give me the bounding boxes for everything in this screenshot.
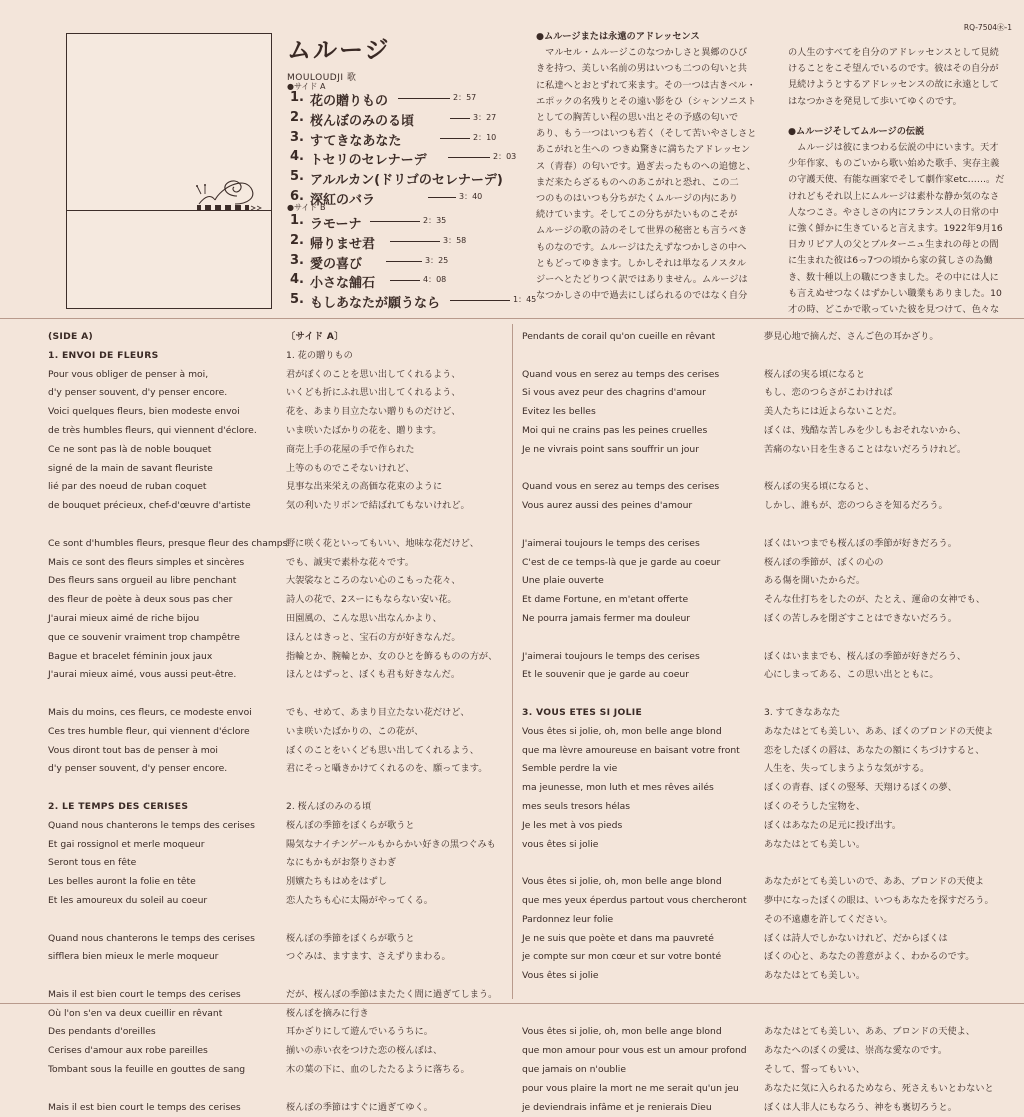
text-line: Quand nous chanterons le temps des cerises xyxy=(48,932,255,944)
text-line: Moi qui ne crains pas les peines cruelles xyxy=(522,424,708,436)
text-line: Pardonnez leur folie xyxy=(522,913,614,925)
text-line: きを持つ、美しい名前の男はいつも二つの匂いと共 xyxy=(536,63,747,75)
track-duration: 3：40 xyxy=(459,192,483,201)
blank-line xyxy=(522,347,747,366)
blank-line xyxy=(286,685,497,704)
text-line: 揃いの赤い衣をつけた恋の桜んぼは、 xyxy=(286,1045,443,1057)
text-line: そんな仕打ちをしたのが、たとえ、運命の女神でも、 xyxy=(764,594,986,606)
text-line: d'y penser souvent, d'y penser encore. xyxy=(48,387,228,399)
text-line: ス（青春）の匂いです。過ぎ去ったものへの追憶と、 xyxy=(536,160,756,172)
text-line: き、数十種以上の職につきました。その中には人に xyxy=(788,271,999,283)
text-line: ムルージの歌の詩のそして世界の秘密とも言うべき xyxy=(536,225,748,237)
text-line: signé de la main de savant fleuriste xyxy=(48,462,213,474)
text-line: けることをこそ望んでいるのです。彼はその自分が xyxy=(788,63,999,75)
text-line: 君にそっと囁きかけてくれるのを、願ってます。 xyxy=(286,763,488,775)
track-row xyxy=(290,213,530,231)
track-leader-line xyxy=(448,157,490,158)
text-line: Vous êtes si jolie, oh, mon belle ange blond xyxy=(522,876,722,888)
text-line: vous êtes si jolie xyxy=(522,838,599,850)
text-line: 耳かざりにして遊んでいるうちに。 xyxy=(286,1026,433,1038)
text-line: ぼくはいままでも、桜んぼの季節が好きだろう、 xyxy=(764,650,967,662)
track-title: もしあなたが願うなら xyxy=(310,296,441,312)
text-line: あなたはとても美しい。 xyxy=(764,970,866,982)
blank-line xyxy=(286,516,497,535)
text-line: que jamais on n'oublie xyxy=(522,1064,626,1076)
text-line: としての胸苦しい程の思い出とその予感の匂いで xyxy=(536,112,739,124)
track-row xyxy=(290,189,530,207)
catalog-number: RQ-7504㊍-1 xyxy=(963,23,1012,32)
track-number: 4. xyxy=(290,149,304,165)
text-line: 見続けようとするアドレッセンスの故に永遠として xyxy=(788,79,999,91)
text-line: ともどってゆきます。しかしそれは単なるノスタル xyxy=(536,257,747,269)
track-duration: 3：27 xyxy=(473,112,497,122)
text-line: なにもかもがお祭りさわぎ xyxy=(286,857,397,869)
track-number: 1. xyxy=(290,90,304,105)
text-line: 見事な出来栄えの高価な花束のように xyxy=(286,481,443,493)
section-divider xyxy=(0,318,1024,319)
essay-right-column xyxy=(788,45,1012,318)
text-line: 続けています。そしてこの分ちがたいものこそが xyxy=(536,209,738,221)
snail-illustration xyxy=(185,174,271,214)
text-line: Je ne suis que poète et dans ma pauvreté xyxy=(522,932,714,944)
text-line: Mais il est bien court le temps des cerises xyxy=(48,988,241,1000)
text-line: も言えぬせつなくはずかしい職業もありました。10 xyxy=(788,287,1002,299)
track-title: 愛の喜び xyxy=(310,256,363,272)
text-line: ぼくの青春、ぼくの竪琴、天翔けるぼくの夢、 xyxy=(764,782,957,794)
lyrics-french-side-a xyxy=(48,328,287,1117)
text-line: C'est de ce temps-là que je garde au coeur xyxy=(522,556,721,568)
text-line: lié par des noeud de ruban coquet xyxy=(48,481,207,493)
text-line: 木の葉の下に、血のしたたるように落ちる。 xyxy=(286,1064,470,1076)
text-line: Des pendants d'oreilles xyxy=(48,1026,156,1038)
blank-line xyxy=(522,460,747,479)
text-line: Et dame Fortune, en m'etant offerte xyxy=(522,594,689,606)
text-line: ほんとはきっと、宝石の方が好きなんだ。 xyxy=(286,631,461,643)
section-heading: 1. ENVOI DE FLEURS xyxy=(48,349,159,361)
text-line: エポックの名残りとその遠い影をひ（シャンソニスト xyxy=(536,95,757,107)
text-line: ぼくの苦しみを閉ざすことはできないだろう。 xyxy=(764,612,957,624)
text-line: に強く鮮かに生きていると言えます。1922年9月16 xyxy=(788,223,1003,235)
track-title: すてきなあなた xyxy=(310,133,402,149)
track-leader-line xyxy=(390,280,420,281)
text-line: Seront tous en fête xyxy=(48,857,137,869)
text-line: 夢見心地で摘んだ、さんご色の耳かざり。 xyxy=(764,331,939,342)
text-line: 1. 花の贈りもの xyxy=(286,349,353,361)
track-number: 4. xyxy=(290,272,304,288)
blank-line xyxy=(48,779,287,798)
track-leader-line xyxy=(398,98,450,99)
text-line: つぐみは、ますます、さえずりまわる。 xyxy=(286,951,451,963)
text-line: 桜んぼの季節をぼくらが歌うと xyxy=(286,932,415,944)
text-line: ぼくは人非人にもなろう、神をも裏切ろうと。 xyxy=(764,1101,957,1113)
blank-line xyxy=(48,685,287,704)
text-line: 桜んぼの実る頃になると、 xyxy=(764,481,875,493)
text-line: de très humbles fleurs, qui viennent d'éclore. xyxy=(48,424,257,436)
text-line: 日カリビア人の父とブルターニュ生まれの母との間 xyxy=(788,239,999,251)
text-line: 夢中になったぼくの眼は、いつもあなたを探すだろう。 xyxy=(764,894,994,906)
text-line: ぼくは詩人でしかないけれど、だからぼくは xyxy=(764,932,948,944)
text-line: 上等のものでこそないけれど、 xyxy=(286,462,415,474)
text-line: d'y penser souvent, d'y penser encore. xyxy=(48,763,228,775)
text-line: 田園風の、こんな思い出なんかより、 xyxy=(286,612,442,624)
blank-line xyxy=(522,1005,747,1024)
text-line: ものなのです。ムルージはたえずなつかしさの中へ xyxy=(536,241,747,253)
text-line: mes seuls tresors hélas xyxy=(522,800,630,812)
track-row xyxy=(290,233,530,251)
text-line: 花を、あまり目立たない贈りものだけど、 xyxy=(286,406,461,418)
blank-line xyxy=(764,460,994,479)
text-line: 少年作家、ものごいから歌い始めた歌手、実存主義 xyxy=(788,158,1000,170)
track-leader-line xyxy=(440,138,470,139)
text-line: ジーへとたどりつく訳ではありません。ムルージは xyxy=(536,274,748,286)
track-title: 帰りませ君 xyxy=(310,236,376,252)
text-line: Vous diront tout bas de penser à moi xyxy=(48,744,218,756)
text-line: Cerises d'amour aux robe pareilles xyxy=(48,1045,208,1057)
text-line: あなたへのぼくの愛は、崇高な愛なのです。 xyxy=(764,1045,948,1057)
text-line: あり、もう一つはいつも若く（そして苦いやさしさと xyxy=(536,128,757,140)
text-line: 陽気なナイチンゲールもからかい好きの黒つぐみも xyxy=(286,838,496,850)
text-line: Vous êtes si jolie xyxy=(522,970,599,982)
text-line: Pour vous obliger de penser à moi, xyxy=(48,368,209,380)
track-row xyxy=(290,292,537,312)
track-row xyxy=(290,110,530,128)
blank-line xyxy=(48,911,287,930)
section-heading: 〔サイド A〕 xyxy=(286,331,344,342)
text-line: もし、恋のつらさがこわければ xyxy=(764,387,893,399)
text-line: pour vous plaire la mort ne me serait qu'un jeu xyxy=(522,1082,739,1094)
blank-line xyxy=(764,854,994,873)
track-row xyxy=(290,169,530,187)
track-title: ラモーナ xyxy=(310,217,362,232)
track-title: 深紅のバラ xyxy=(310,193,376,208)
text-line: Quand vous en serez au temps des cerises xyxy=(522,368,720,380)
text-line: Mais du moins, ces fleurs, ce modeste envoi xyxy=(48,706,252,718)
track-leader-line xyxy=(450,118,470,119)
text-line: 指輪とか、腕輪とか、女のひとを飾るものの方が、 xyxy=(286,650,498,662)
text-line: je deviendrais infâme et je renierais Dieu xyxy=(522,1101,712,1113)
blank-line xyxy=(764,629,994,648)
text-line: Ne pourra jamais fermer ma douleur xyxy=(522,612,691,624)
text-line: はなつかさを発見して歩いてゆくのです。 xyxy=(788,95,962,107)
track-number: 6. xyxy=(290,189,304,204)
text-line: Ce sont d'humbles fleurs, presque fleur des champs xyxy=(48,537,288,549)
text-line: 桜んぼの季節が、ぼくの心の xyxy=(764,556,884,568)
text-line: sifflera bien mieux le merle moqueur xyxy=(48,951,219,963)
text-line: 恋をしたぼくの唇は、あなたの額にくちづけすると、 xyxy=(764,744,985,756)
text-line: なつかしさの中で過去にしばられるのではなく自分 xyxy=(536,290,748,302)
text-line: Où l'on s'en va deux cueillir en rêvant xyxy=(48,1007,223,1019)
text-line: Et le souvenir que je garde au coeur xyxy=(522,669,689,681)
text-line: あなたに気に入られるためなら、死さえもいとわないと xyxy=(764,1082,994,1094)
track-leader-line xyxy=(428,197,456,198)
track-title: トセリのセレナーデ xyxy=(310,153,427,169)
section-heading: ●ムルージそしてムルージの伝説 xyxy=(788,125,925,137)
text-line: J'aimerai toujours le temps des cerises xyxy=(522,650,700,662)
blank-line xyxy=(286,1080,497,1099)
text-line: あこがれと生への つきぬ驚きに満ちたアドレッセン xyxy=(536,144,751,156)
track-number: 2. xyxy=(290,109,304,125)
text-line: que mon amour pour vous est un amour profond xyxy=(522,1045,747,1057)
text-line: 心にしまってある、この思い出とともに。 xyxy=(764,669,939,681)
text-line: je compte sur mon cœur et sur votre bonté xyxy=(522,951,722,963)
blank-line xyxy=(522,516,747,535)
track-title: 小さな舗石 xyxy=(310,276,376,292)
blank-line xyxy=(764,1005,994,1024)
text-line: まだ来たらざるものへのあこがれと恐れ、この二 xyxy=(536,176,739,188)
text-line: ぼくの心と、あなたの善意がよく、わかるのです。 xyxy=(764,951,975,963)
blank-line xyxy=(286,911,497,930)
text-line: いま咲いたばかりの花を、贈ります。 xyxy=(286,424,442,436)
track-duration: 2：03 xyxy=(493,152,517,162)
text-line: 美人たちには近よらないことだ。 xyxy=(764,406,902,418)
track-duration: 2：10 xyxy=(473,132,497,142)
text-line: Des fleurs sans orgueil au libre penchant xyxy=(48,575,237,587)
text-line: Et les amoureux du soleil au coeur xyxy=(48,894,208,906)
text-line: Pendants de corail qu'on cueille en rêvant xyxy=(522,331,716,342)
text-line: あなたはとても美しい、ああ、ぼくのブロンドの天使よ xyxy=(764,725,994,737)
track-title: 花の贈りもの xyxy=(310,94,389,109)
album-art-box xyxy=(66,33,272,309)
text-line: 君がぼくのことを思い出してくれるよう、 xyxy=(286,368,461,380)
text-line: Vous êtes si jolie, oh, mon belle ange blond xyxy=(522,725,722,737)
track-number: 2. xyxy=(290,232,304,248)
track-leader-line xyxy=(450,300,510,301)
lyrics-japanese-side-a xyxy=(286,328,497,1117)
text-line: ぼくのことをいくども思い出してくれるよう、 xyxy=(286,744,479,756)
text-line: ほんとはずっと、ぼくも君も好きなんだ。 xyxy=(286,669,461,681)
text-line: 詩人の花で、2スーにもならない安い花。 xyxy=(286,594,457,606)
text-line: Vous êtes si jolie, oh, mon belle ange blond xyxy=(522,1026,722,1038)
track-leader-line xyxy=(390,241,440,242)
blank-line xyxy=(48,1080,287,1099)
blank-line xyxy=(522,629,747,648)
text-line: J'aurai mieux aimé de riche bijou xyxy=(48,612,200,624)
text-line: Bague et bracelet féminin joux jaux xyxy=(48,650,213,662)
text-line: Ce ne sont pas là de noble bouquet xyxy=(48,443,212,455)
track-number: 3. xyxy=(290,252,304,268)
text-line: その不遠慮を許してください。 xyxy=(764,913,893,925)
text-line: でも、せめて、あまり目立たない花だけど、 xyxy=(286,706,470,718)
text-line: des fleur de poète à deux sous pas cher xyxy=(48,594,233,606)
text-line: 商売上手の花屋の手で作られた xyxy=(286,443,415,455)
text-line: ぼくは、残酷な苦しみを少しもおそれないから、 xyxy=(764,424,967,436)
text-line: の人生のすべてを自分のアドレッセンスとして見続 xyxy=(788,47,999,58)
text-line: Evitez les belles xyxy=(522,406,596,418)
track-duration: 3：58 xyxy=(443,235,467,245)
blank-line xyxy=(522,685,747,704)
text-line: Les belles auront la folie en tête xyxy=(48,876,196,888)
text-line: 別嬪たちもはめをはずし xyxy=(286,876,388,888)
text-line: あなたがとても美しいので、ああ、ブロンドの天使よ xyxy=(764,876,984,888)
text-line: 3. すてきなあなた xyxy=(764,706,841,718)
text-line: に生まれた彼は6っ7つの頃から家の貧しさの為働 xyxy=(788,255,993,267)
text-line: Et gai rossignol et merle moqueur xyxy=(48,838,205,850)
text-line: Mais il est bien court le temps des cerises xyxy=(48,1101,241,1113)
blank-line xyxy=(48,967,287,986)
text-line: Je ne vivrais point sans souffrir un jour xyxy=(522,443,699,455)
text-line: 桜んぼの季節はすぐに過ぎてゆく。 xyxy=(286,1101,433,1113)
essay-left-column xyxy=(536,29,772,304)
blank-line xyxy=(764,347,994,366)
text-line: Une plaie ouverte xyxy=(522,575,604,587)
side-a-label: ●サイド A xyxy=(287,82,326,91)
text-line: ぼくはあなたの足元に投げ出す。 xyxy=(764,819,902,831)
text-line: 2. 桜んぼのみのる頃 xyxy=(286,800,372,812)
text-line: Semble perdre la vie xyxy=(522,763,618,775)
text-line: 気の利いたリボンで結ばれてもないけれど。 xyxy=(286,500,470,512)
blank-line xyxy=(764,516,994,535)
track-duration: 2：35 xyxy=(423,216,447,225)
section-heading: 2. LE TEMPS DES CERISES xyxy=(48,800,189,812)
track-duration: 1：45 xyxy=(513,295,537,305)
text-line: だが、桜んぼの季節はまたたく間に過ぎてしまう。 xyxy=(286,988,498,1000)
track-number: 5. xyxy=(290,169,304,185)
text-line: 桜んぼを摘みに行き xyxy=(286,1007,369,1019)
track-number: 5. xyxy=(290,292,304,308)
text-line: de bouquet précieux, chef-d'œuvre d'artiste xyxy=(48,500,251,512)
text-line: Vous aurez aussi des peines d'amour xyxy=(522,500,693,512)
text-line: の守護天使、有能な画家でそして劇作家etc……。だ xyxy=(788,174,1005,186)
text-line: 野に咲く花といってもいい、地味な花だけど、 xyxy=(286,537,479,549)
blank-line xyxy=(522,854,747,873)
text-line: 才の時、どこかで歌っていた彼を見つけて、色々な xyxy=(788,304,1000,316)
text-line: Quand nous chanterons le temps des cerises xyxy=(48,819,255,831)
track-row xyxy=(290,253,530,271)
text-line: ぼくはいつまでも桜んぼの季節が好きだろう。 xyxy=(764,537,957,549)
track-duration: 3：25 xyxy=(425,255,449,265)
track-row xyxy=(290,130,530,148)
track-title: 桜んぼのみのる頃 xyxy=(310,113,415,129)
section-heading: ●ムルージまたは永遠のアドレッセンス xyxy=(536,31,700,42)
text-line: Ces tres humble fleur, qui viennent d'éclore xyxy=(48,725,250,737)
track-title: アルルカン(ドリゴのセレナーデ) xyxy=(310,173,503,189)
blank-line xyxy=(764,986,994,1005)
text-line: でも、誠実で素朴な花々です。 xyxy=(286,556,414,568)
text-line: J'aimerai toujours le temps des cerises xyxy=(522,537,700,549)
track-leader-line xyxy=(370,221,420,222)
text-line: そして、誓ってもいい、 xyxy=(764,1064,865,1076)
blank-line xyxy=(286,779,497,798)
track-number: 1. xyxy=(290,213,304,228)
text-line: あなたはとても美しい、ああ、ブロンドの天使よ、 xyxy=(764,1026,975,1038)
text-line: つのものはいつも分ちがたくムルージの内にあり xyxy=(536,193,738,205)
track-duration: 4：08 xyxy=(423,275,447,285)
text-line: J'aurai mieux aimé, vous aussi peut-être. xyxy=(48,669,237,681)
text-line: ある傷を開いたからだ。 xyxy=(764,575,866,587)
track-row xyxy=(290,272,530,290)
track-duration: 2：57 xyxy=(453,93,477,102)
text-line: Je les met à vos pieds xyxy=(522,819,623,831)
text-line: マルセル・ムルージこのなつかしさと異郷のひび xyxy=(536,47,748,59)
text-line: けれどもそれ以上にムルージは素朴な静か気のなさ xyxy=(788,190,1000,202)
track-leader-line xyxy=(386,261,422,262)
text-line: ムルージは彼にまつわる伝説の中にいます。天才 xyxy=(788,142,999,154)
column-divider xyxy=(512,324,513,999)
text-line: 桜んぼの実る頃になると xyxy=(764,368,866,380)
side-b-label: ●サイド B xyxy=(287,203,326,212)
text-line: ぼくのそうした宝物を、 xyxy=(764,800,866,812)
text-line: 人なつこさ。やさしさの内にフランス人の日常の中 xyxy=(788,206,999,218)
blank-line xyxy=(286,967,497,986)
text-line: Si vous avez peur des chagrins d'amour xyxy=(522,387,706,399)
track-number: 3. xyxy=(290,129,304,145)
text-line: いま咲いたばかりの、この花が、 xyxy=(286,725,424,737)
text-line: に私達へとおとずれて来ます。その一つは古きベル・ xyxy=(536,79,756,91)
text-line: あなたはとても美しい。 xyxy=(764,838,866,850)
text-line: que ce souvenir vraiment trop champêtre xyxy=(48,631,240,643)
text-line: Tombant sous la feuille en gouttes de sang xyxy=(48,1064,246,1076)
blank-line xyxy=(764,685,994,704)
blank-line xyxy=(788,110,1012,124)
album-title: ムルージ xyxy=(287,36,391,64)
text-line: Quand vous en serez au temps des cerises xyxy=(522,481,720,493)
text-line: ma jeunesse, mon luth et mes rêves ailés xyxy=(522,782,714,794)
track-row xyxy=(290,90,530,108)
text-line: 苦痛のない日を生きることはないだろうけれど。 xyxy=(764,443,967,455)
text-line: 人生を、失ってしまうような気がする。 xyxy=(764,763,930,775)
top-section xyxy=(0,0,1024,318)
section-heading: 3. VOUS ETES SI JOLIE xyxy=(522,706,643,718)
blank-line xyxy=(522,986,747,1005)
text-line: que ma lèvre amoureuse en baisant votre front xyxy=(522,744,740,756)
text-line: que mes yeux éperdus partout vous chercheront xyxy=(522,894,747,906)
track-row xyxy=(290,149,530,167)
lyrics-japanese-continued xyxy=(764,328,994,1117)
text-line: しかし、誰もが、恋のつらさを知るだろう。 xyxy=(764,500,948,512)
blank-line xyxy=(48,516,287,535)
lyrics-french-continued xyxy=(522,328,747,1117)
text-line: 大袈裟なところのない心のこもった花々、 xyxy=(286,575,461,587)
artist-credit: MOULOUDJI 歌 xyxy=(287,73,357,83)
text-line: 桜んぼの季節をぼくらが歌うと xyxy=(286,819,415,831)
text-line: 恋人たちも心に太陽がやってくる。 xyxy=(286,894,433,906)
text-line: Voici quelques fleurs, bien modeste envoi xyxy=(48,406,240,418)
text-line: いくども折にふれ思い出してくれるよう、 xyxy=(286,387,461,399)
text-line: Mais ce sont des fleurs simples et sincères xyxy=(48,556,245,568)
section-heading: (SIDE A) xyxy=(48,331,94,342)
